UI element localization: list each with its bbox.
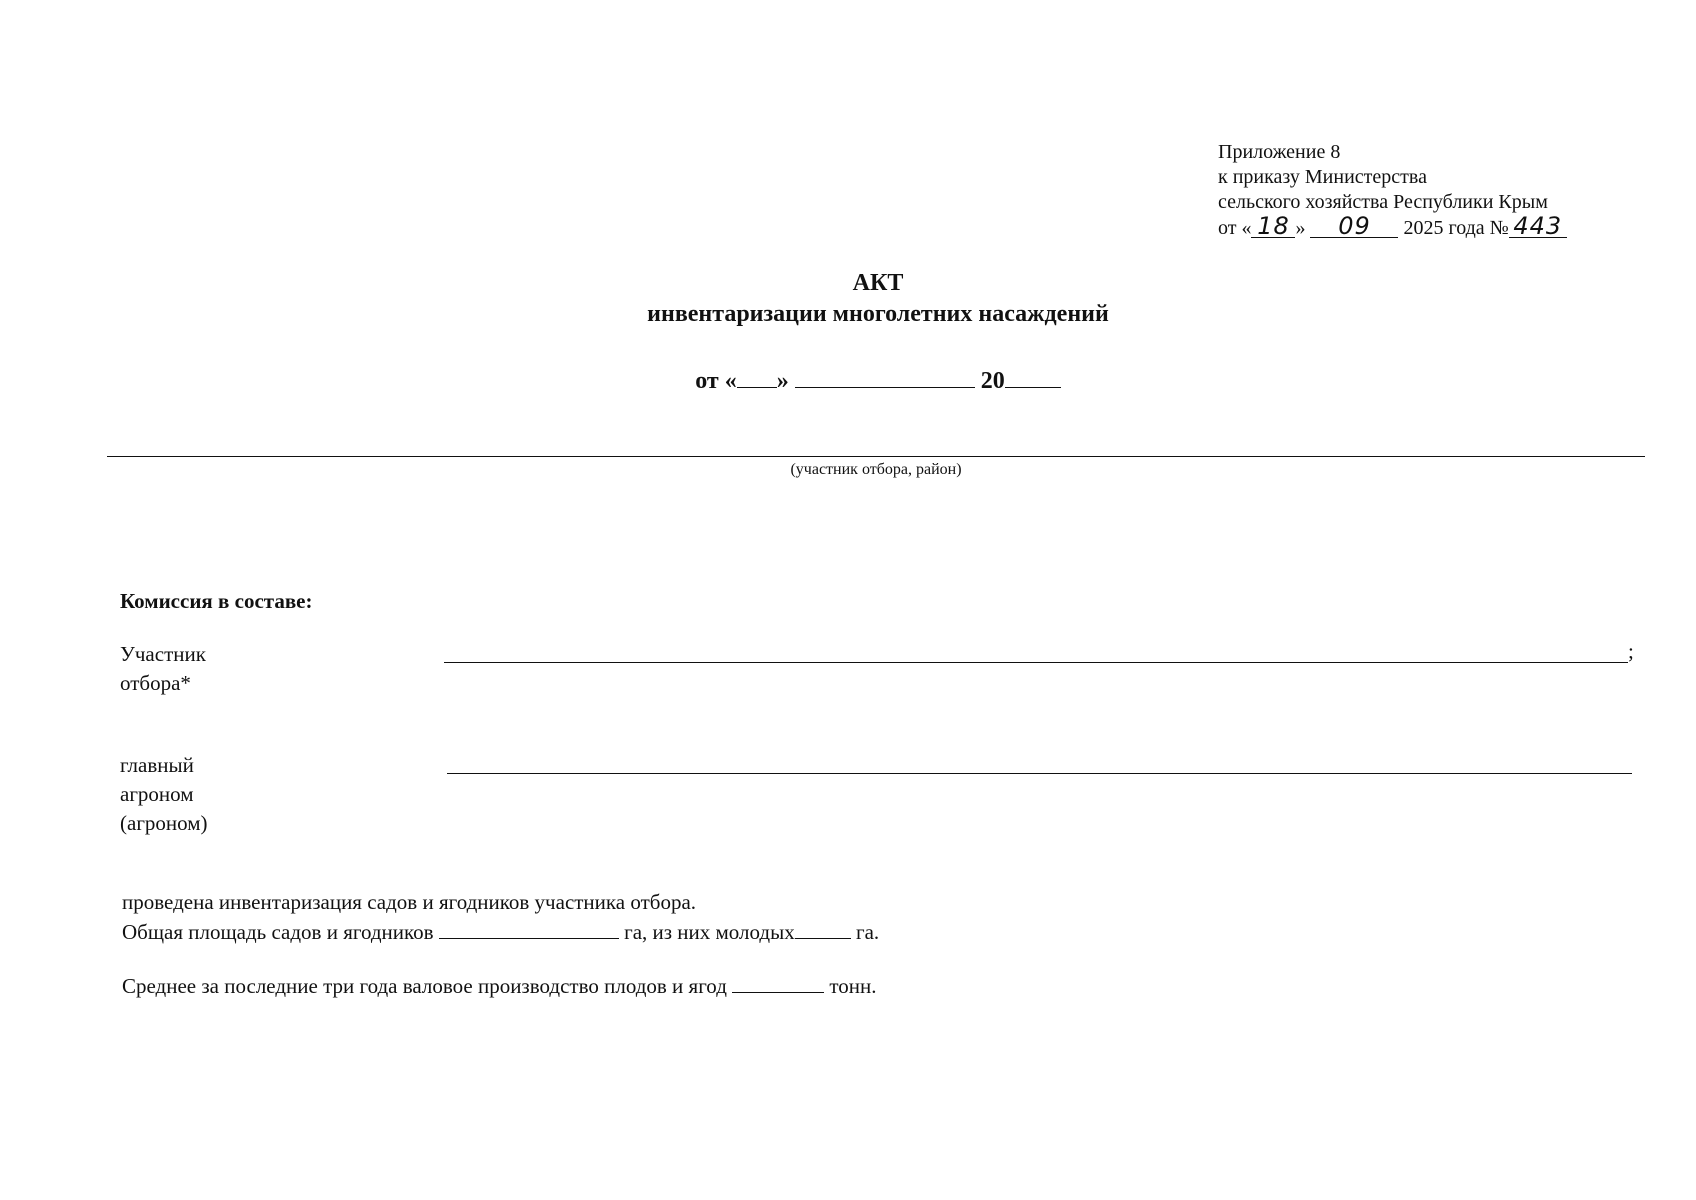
appendix-month: 09	[1310, 215, 1398, 238]
area-line	[122, 918, 879, 945]
act-date-prefix: от «	[695, 368, 737, 394]
document-subtitle: инвентаризации многолетних насаждений	[647, 301, 1109, 327]
member-2-field[interactable]	[447, 773, 1632, 774]
member-2-label-line-1: главный	[120, 753, 194, 777]
young-area-field[interactable]	[795, 918, 851, 939]
act-month-field[interactable]	[795, 367, 975, 388]
production-label: Среднее за последние три года валовое производство плодов и ягод	[122, 974, 727, 998]
area-unit-young: га, из них молодых	[624, 920, 795, 944]
appendix-line-1: Приложение 8	[1218, 141, 1341, 163]
member-2-label-line-3: (агроном)	[120, 811, 208, 835]
member-2-label-line-2: агроном	[120, 782, 194, 806]
participant-district-caption: (участник отбора, район)	[790, 461, 962, 478]
act-date-mid: »	[776, 368, 789, 394]
commission-heading: Комиссия в составе:	[120, 589, 313, 613]
member-1-label-line-1: Участник	[120, 642, 206, 666]
appendix-line-2: к приказу Министерства	[1218, 166, 1427, 188]
act-day-field[interactable]	[737, 367, 777, 388]
total-area-field[interactable]	[439, 918, 619, 939]
appendix-date-line	[1218, 212, 1567, 241]
member-1-label-line-2: отбора*	[120, 671, 191, 695]
inventory-statement: проведена инвентаризация садов и ягодников участника отбора.	[122, 890, 697, 914]
appendix-number: 443	[1509, 215, 1567, 238]
appendix-date-prefix: от «	[1218, 217, 1252, 239]
member-1-field[interactable]	[444, 662, 1628, 663]
production-line	[122, 972, 877, 999]
act-year-field[interactable]	[1005, 367, 1061, 388]
act-year-prefix: 20	[980, 368, 1005, 394]
production-field[interactable]	[732, 972, 824, 993]
document-title: АКТ	[852, 270, 904, 296]
appendix-block	[1218, 140, 1567, 241]
participant-district-field[interactable]	[107, 456, 1645, 457]
appendix-day: 18	[1251, 215, 1295, 238]
act-date-line	[0, 367, 1696, 395]
area-label: Общая площадь садов и ягодников	[122, 920, 434, 944]
appendix-date-mid: »	[1295, 217, 1306, 239]
appendix-year-text: 2025 года №	[1403, 217, 1509, 239]
member-1-semicolon: ;	[1628, 639, 1634, 663]
member-1-label	[120, 640, 206, 698]
area-unit: га.	[855, 920, 880, 944]
production-unit: тонн.	[829, 974, 877, 998]
member-2-label	[120, 751, 208, 838]
appendix-line-3: сельского хозяйства Республики Крым	[1218, 191, 1548, 213]
